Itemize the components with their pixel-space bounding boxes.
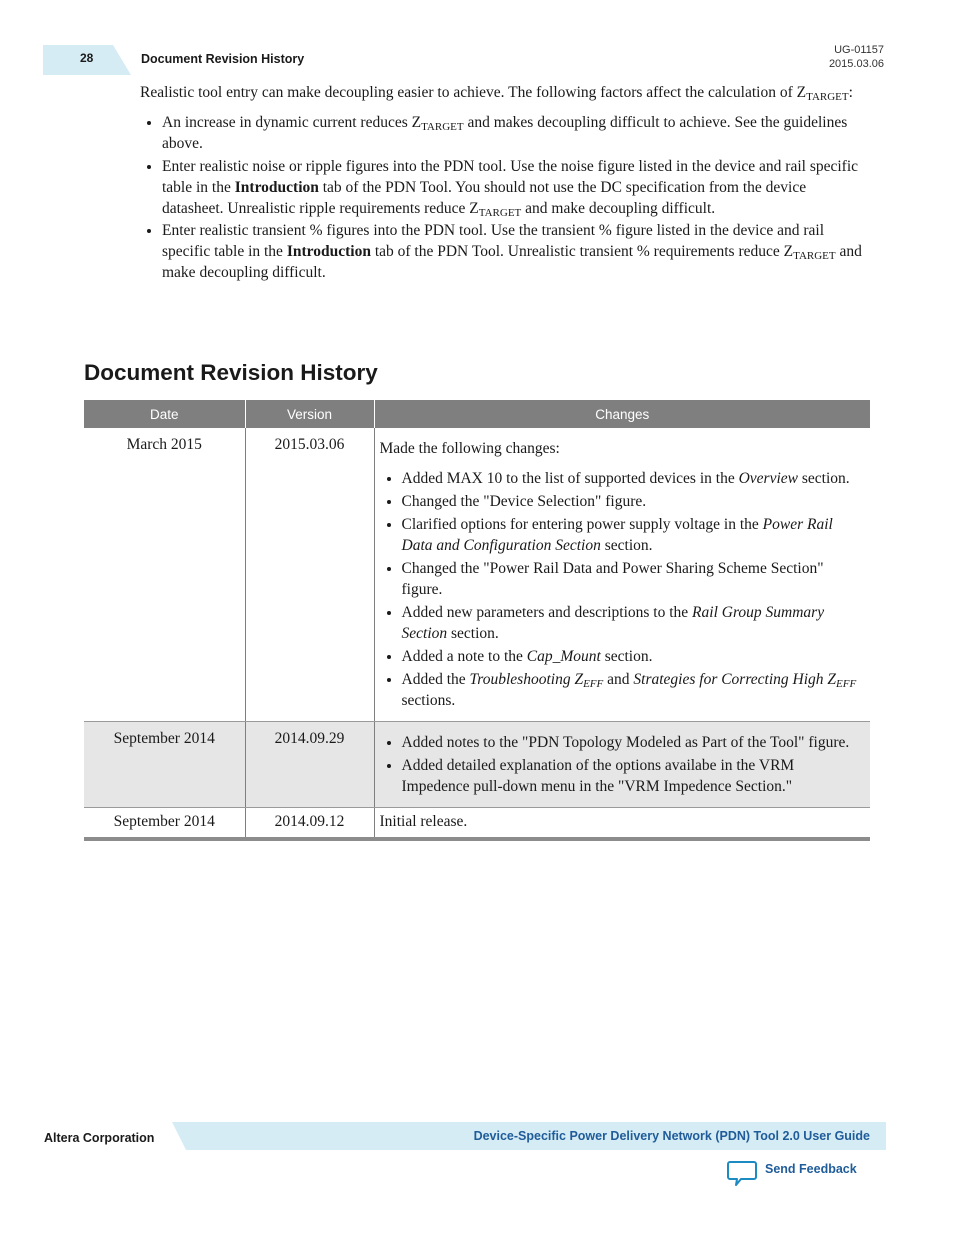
column-header-version: Version (245, 400, 374, 428)
table-header-row (84, 400, 870, 428)
revision-version: 2015.03.06 (245, 428, 374, 722)
revision-changes: Initial release. (374, 808, 870, 840)
revision-changes (374, 428, 870, 722)
revision-date: September 2014 (84, 722, 245, 808)
list-item: • Added the Troubleshooting $Z_{EFF}$ and Strategies for Correcting High $Z_{EFF}$ sections. (402, 669, 866, 711)
column-header-changes: Changes (374, 400, 870, 428)
send-feedback-link[interactable]: Send Feedback (765, 1162, 857, 1176)
revision-version: 2014.09.12 (245, 808, 374, 840)
changes-list (380, 468, 866, 711)
intro-paragraph: Realistic tool entry can make decoupling easier to achieve. The following factors affect the calculation of $Z_{TARGET}$: (140, 84, 853, 103)
doc-id: UG-01157 (834, 44, 884, 56)
doc-id-block (829, 43, 884, 71)
revision-date: March 2015 (84, 428, 245, 722)
list-item: • Changed the "Power Rail Data and Power Sharing Scheme Section" figure. (402, 558, 866, 600)
table-row (84, 808, 870, 840)
changes-intro: Made the following changes: (379, 440, 560, 457)
section-heading: Document Revision History (84, 360, 378, 385)
footer-guide-title[interactable]: Device-Specific Power Delivery Network (PDN) Tool 2.0 User Guide (473, 1129, 870, 1143)
running-section-title: Document Revision History (141, 52, 305, 66)
footer-company: Altera Corporation (44, 1131, 155, 1145)
list-item: • An increase in dynamic current reduces $Z_{TARGET}$ and makes decoupling difficult to achieve. See the guidelines above. (162, 112, 868, 154)
table-row (84, 722, 870, 808)
list-item: • Clarified options for entering power supply voltage in the Power Rail Data and Configuration Section section. (402, 514, 866, 556)
revision-changes (374, 722, 870, 808)
page-number: 28 (80, 51, 94, 65)
list-item: • Added notes to the "PDN Topology Modeled as Part of the Tool" figure. (402, 732, 866, 753)
list-item: • Enter realistic transient % figures into the PDN tool. Use the transient % figure listed in the device and rail specific table in the Introduction tab of the PDN Tool. Unrealistic transient % requirements reduce $Z_{TARGET}$ and make decoupling difficult. (162, 220, 868, 283)
changes-list (380, 732, 866, 797)
factor-list (140, 112, 868, 283)
list-item: • Added new parameters and descriptions to the Rail Group Summary Section section. (402, 602, 866, 644)
list-item: • Added a note to the Cap_Mount section. (402, 646, 866, 667)
list-item: • Added MAX 10 to the list of supported devices in the Overview section. (402, 468, 866, 489)
list-item: • Enter realistic noise or ripple figures into the PDN tool. Use the noise figure listed in the device and rail specific table in the Introduction tab of the PDN Tool. You should not use the DC specification from the device datasheet. Unrealistic ripple requirements reduce $Z_{TARGET}$ and make decoupling difficult. (162, 156, 868, 219)
revision-table (84, 400, 870, 841)
revision-date: September 2014 (84, 808, 245, 840)
list-item: • Changed the "Device Selection" figure. (402, 491, 866, 512)
column-header-date: Date (84, 400, 245, 428)
list-item: • Added detailed explanation of the options availabe in the VRM Impedence pull-down menu in the "VRM Impedence Section." (402, 755, 866, 797)
intro-section (140, 82, 868, 285)
table-row (84, 428, 870, 722)
doc-date: 2015.03.06 (828, 58, 884, 70)
feedback-speech-bubble-icon[interactable] (727, 1159, 757, 1187)
revision-version: 2014.09.29 (245, 722, 374, 808)
